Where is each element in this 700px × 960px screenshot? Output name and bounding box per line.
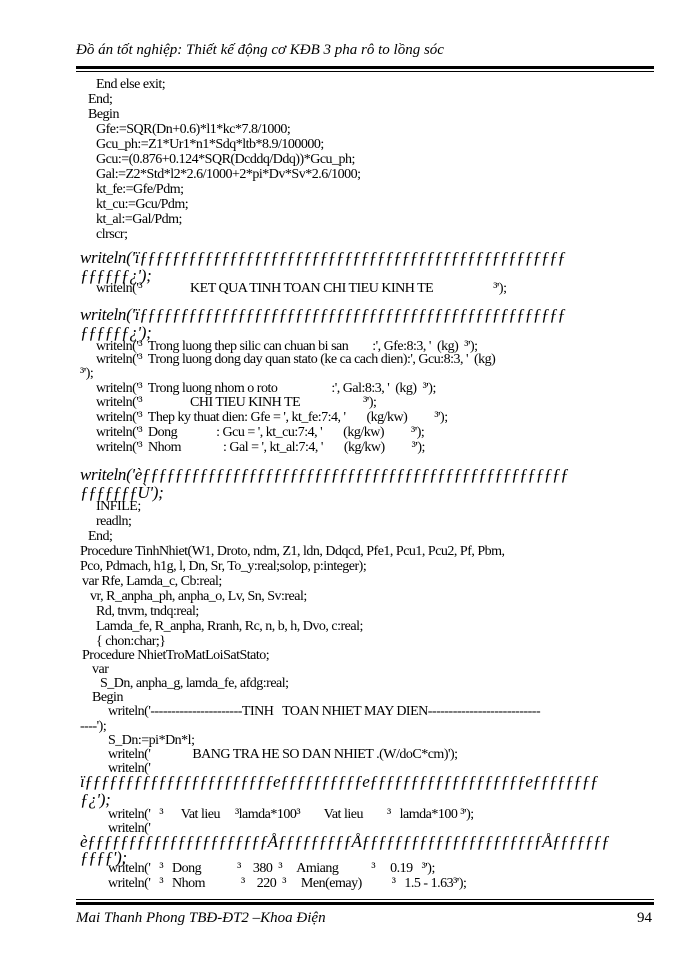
code-line: ƒƒƒƒƒƒƒÙ');: [80, 483, 164, 502]
code-line: writeln('³ Dong : Gcu = ', kt_cu:7:4, ' (kg/kw) ³');: [96, 425, 425, 440]
code-line: ïƒƒƒƒƒƒƒƒƒƒƒƒƒƒƒƒƒƒƒƒƒƒƒeƒƒƒƒƒƒƒƒƒƒeƒƒƒƒƒƒƒƒƒƒƒƒƒƒƒƒƒƒƒeƒƒƒƒƒƒƒƒ: [80, 772, 599, 791]
code-line: writeln('³ KET QUA TINH TOAN CHI TIEU KINH TE ³');: [96, 281, 507, 296]
code-line: var: [92, 662, 109, 677]
code-line: writeln('³ Nhom : Gal = ', kt_al:7:4, ' (kg/kw) ³');: [96, 440, 425, 455]
code-line: Pco, Pdmach, h1g, l, Dn, Sr, To_y:real;solop, p:integer);: [80, 559, 367, 574]
code-line: writeln(' ³ Dong ³ 380 ³ Amiang ³ 0.19 ³');: [108, 861, 435, 876]
code-line: readln;: [96, 514, 132, 529]
code-line: writeln('³ CHI TIEU KINH TE ³');: [96, 395, 377, 410]
code-line: S_Dn, anpha_g, lamda_fe, afdg:real;: [100, 676, 289, 691]
footer-rule: [76, 902, 654, 905]
code-line: { chon:char;}: [96, 634, 166, 649]
code-line: writeln(' ³ Nhom ³ 220 ³ Men(emay) ³ 1.5 - 1.63³');: [108, 876, 467, 891]
code-line: kt_cu:=Gcu/Pdm;: [96, 197, 189, 212]
code-line: Gfe:=SQR(Dn+0.6)*l1*kc*7.8/1000;: [96, 122, 291, 137]
code-line: èƒƒƒƒƒƒƒƒƒƒƒƒƒƒƒƒƒƒƒƒƒƒÅƒƒƒƒƒƒƒƒƒÅƒƒƒƒƒƒƒƒƒƒƒƒƒƒƒƒƒƒƒƒƒƒÅƒƒƒƒƒƒƒ: [80, 832, 610, 851]
code-line: var Rfe, Lamda_c, Cb:real;: [82, 574, 222, 589]
code-line: Gcu:=(0.876+0.124*SQR(Dcddq/Ddq))*Gcu_ph;: [96, 152, 355, 167]
code-line: kt_al:=Gal/Pdm;: [96, 212, 182, 227]
code-line: ƒƒƒƒƒƒ¿');: [80, 266, 152, 285]
code-line: writeln('èƒƒƒƒƒƒƒƒƒƒƒƒƒƒƒƒƒƒƒƒƒƒƒƒƒƒƒƒƒƒƒƒƒƒƒƒƒƒƒƒƒƒƒƒƒƒƒƒƒƒƒƒ: [80, 465, 569, 484]
header-rule-thin: [76, 71, 654, 72]
footer-author: Mai Thanh Phong TBĐ-ĐT2 –Khoa Điện: [76, 910, 326, 926]
header-rule: [76, 66, 654, 69]
code-line: Gal:=Z2*Std*l2*2.6/1000+2*pi*Dv*Sv*2.6/1000;: [96, 167, 361, 182]
code-line: ƒƒƒƒ');: [80, 848, 127, 867]
code-line: Begin: [92, 690, 123, 705]
code-line: writeln('³ Trong luong thep silic can chuan bi san :', Gfe:8:3, ' (kg) ³');: [96, 339, 478, 354]
code-line: Gcu_ph:=Z1*Ur1*n1*Sdq*ltb*8.9/100000;: [96, 137, 324, 152]
code-line: writeln('ïƒƒƒƒƒƒƒƒƒƒƒƒƒƒƒƒƒƒƒƒƒƒƒƒƒƒƒƒƒƒƒƒƒƒƒƒƒƒƒƒƒƒƒƒƒƒƒƒƒƒƒƒ: [80, 248, 566, 267]
code-line: Rd, tnvm, tndq:real;: [96, 604, 199, 619]
code-line: Begin: [88, 107, 119, 122]
code-line: kt_fe:=Gfe/Pdm;: [96, 182, 184, 197]
code-line: ƒƒƒƒƒƒ¿');: [80, 323, 152, 342]
code-line: INFILE;: [96, 499, 141, 514]
code-line: writeln(' BANG TRA HE SO DAN NHIET .(W/doC*cm)');: [108, 747, 458, 762]
code-line: End else exit;: [96, 77, 166, 92]
code-line: writeln(': [108, 821, 151, 836]
code-line: End;: [88, 92, 113, 107]
page-number: 94: [637, 910, 652, 926]
page-header: Đồ án tốt nghiệp: Thiết kế động cơ KĐB 3 pha rô to lồng sóc: [76, 42, 444, 58]
code-line: writeln('³ Trong luong dong day quan stato (ke ca cach dien):', Gcu:8:3, ' (kg): [96, 352, 496, 367]
code-line: ----');: [80, 719, 107, 734]
code-line: ³');: [80, 366, 94, 381]
footer-rule-thin: [76, 899, 654, 900]
code-line: End;: [88, 529, 113, 544]
code-line: Lamda_fe, R_anpha, Rranh, Rc, n, b, h, Dvo, c:real;: [96, 619, 363, 634]
code-line: writeln('³ Trong luong nhom o roto :', Gal:8:3, ' (kg) ³');: [96, 381, 436, 396]
code-line: vr, R_anpha_ph, anpha_o, Lv, Sn, Sv:real;: [90, 589, 307, 604]
code-line: S_Dn:=pi*Dn*l;: [108, 733, 195, 748]
code-line: writeln('ïƒƒƒƒƒƒƒƒƒƒƒƒƒƒƒƒƒƒƒƒƒƒƒƒƒƒƒƒƒƒƒƒƒƒƒƒƒƒƒƒƒƒƒƒƒƒƒƒƒƒƒƒ: [80, 305, 566, 324]
code-line: Procedure NhietTroMatLoiSatStato;: [82, 648, 270, 663]
code-line: clrscr;: [96, 227, 128, 242]
code-line: ƒ¿');: [80, 790, 111, 809]
code-line: writeln('----------------------TINH TOAN NHIET MAY DIEN---------------------------: [108, 704, 541, 719]
code-line: writeln(': [108, 761, 151, 776]
code-line: Procedure TinhNhiet(W1, Droto, ndm, Z1, ldn, Ddqcd, Pfe1, Pcu1, Pcu2, Pf, Pbm,: [80, 544, 505, 559]
code-line: writeln(' ³ Vat lieu ³lamda*100³ Vat lieu ³ lamda*100 ³');: [108, 807, 474, 822]
code-line: writeln('³ Thep ky thuat dien: Gfe = ', kt_fe:7:4, ' (kg/kw) ³');: [96, 410, 448, 425]
